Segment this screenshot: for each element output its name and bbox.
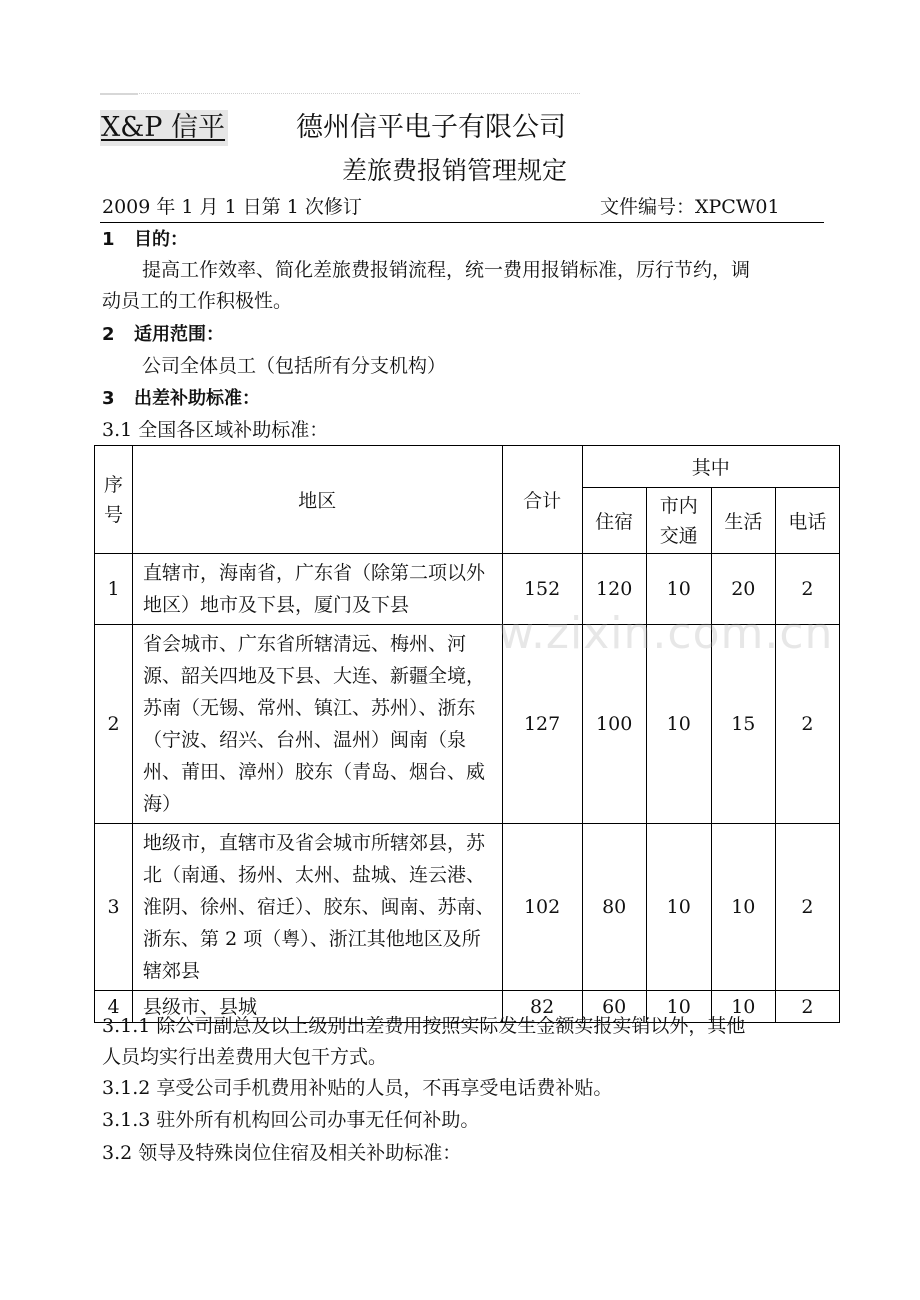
header-of-which: 其中 [582,446,839,488]
row-total: 102 [502,824,582,991]
header-lodging: 住宿 [582,488,646,554]
section-1-title: 目的： [134,229,188,250]
row-phone: 2 [775,824,839,991]
row-total: 152 [502,554,582,625]
row-transport: 10 [646,824,711,991]
section-3-1-heading: 3.1 全国各区域补助标准： [102,419,329,441]
row-lodging: 120 [582,554,646,625]
file-number: 文件编号：XPCW01 [600,196,780,218]
section-1-text-line-1: 提高工作效率、简化差旅费报销流程，统一费用报销标准，厉行节约，调 [142,259,751,281]
row-phone: 2 [775,554,839,625]
section-1-heading [102,226,188,254]
row-phone: 2 [775,625,839,824]
section-3-2-heading: 3.2 领导及特殊岗位住宿及相关补助标准： [102,1142,462,1164]
note-3-1-1-line-2: 人员均实行出差费用大包干方式。 [102,1046,388,1068]
allowance-table [94,445,840,1023]
row-transport: 10 [646,625,711,824]
revision-date: 2009 年 1 月 1 日第 1 次修订 [102,196,362,218]
section-2-heading [102,321,224,349]
row-total: 82 [502,991,582,1023]
row-living: 15 [711,625,775,824]
row-phone: 2 [775,991,839,1023]
row-transport: 10 [646,554,711,625]
header-seq: 序号 [95,446,133,554]
row-area: 直辖市，海南省，广东省（除第二项以外地区）地市及下县，厦门及下县 [133,554,502,625]
section-3-number: 3 [102,388,115,409]
row-living: 20 [711,554,775,625]
header-divider [100,222,824,223]
section-3-title: 出差补助标准： [134,388,260,409]
header-living: 生活 [711,488,775,554]
row-seq: 2 [95,625,133,824]
note-3-1-1-line-1: 3.1.1 除公司副总及以上级别出差费用按照实际发生金额实报实销以外，其他 [102,1015,746,1037]
header-total: 合计 [502,446,582,554]
row-living: 10 [711,824,775,991]
section-2-title: 适用范围： [134,324,224,345]
section-2-number: 2 [102,324,115,345]
section-1-number: 1 [102,229,115,250]
row-living: 10 [711,991,775,1023]
note-3-1-2: 3.1.2 享受公司手机费用补贴的人员，不再享受电话费补贴。 [102,1077,613,1099]
document-title: 差旅费报销管理规定 [342,156,568,185]
row-area: 省会城市、广东省所辖清远、梅州、河源、韶关四地及下县、大连、新疆全境，苏南（无锡、常州、镇江、苏州）、浙东（宁波、绍兴、台州、温州）闽南（泉州、莆田、漳州）胶东（青岛、烟台、威海） [133,625,502,824]
header-transport: 市内交通 [646,488,711,554]
section-3-heading [102,385,260,413]
brand-logo-text: X&P 信平 [100,110,228,146]
row-seq: 4 [95,991,133,1023]
note-3-1-3: 3.1.3 驻外所有机构回公司办事无任何补助。 [102,1109,480,1131]
row-lodging: 80 [582,824,646,991]
header-area: 地区 [133,446,502,554]
row-total: 127 [502,625,582,824]
header-phone: 电话 [775,488,839,554]
header-top-rule [100,93,580,94]
row-area: 县级市、县城 [133,991,502,1023]
watermark: w.zixin.com.cn [498,608,834,659]
header-top-mark [100,93,138,95]
row-area: 地级市，直辖市及省会城市所辖郊县，苏北（南通、扬州、太州、盐城、连云港、淮阴、徐州、宿迁）、胶东、闽南、苏南、浙东、第 2 项（粤）、浙江其他地区及所辖郊县 [133,824,502,991]
table-row [95,824,840,991]
row-lodging: 60 [582,991,646,1023]
row-lodging: 100 [582,625,646,824]
section-2-text: 公司全体员工（包括所有分支机构） [142,355,447,377]
row-transport: 10 [646,991,711,1023]
row-seq: 3 [95,824,133,991]
section-1-text-line-2: 动员工的工作积极性。 [102,290,293,312]
row-seq: 1 [95,554,133,625]
company-name: 德州信平电子有限公司 [296,112,566,143]
